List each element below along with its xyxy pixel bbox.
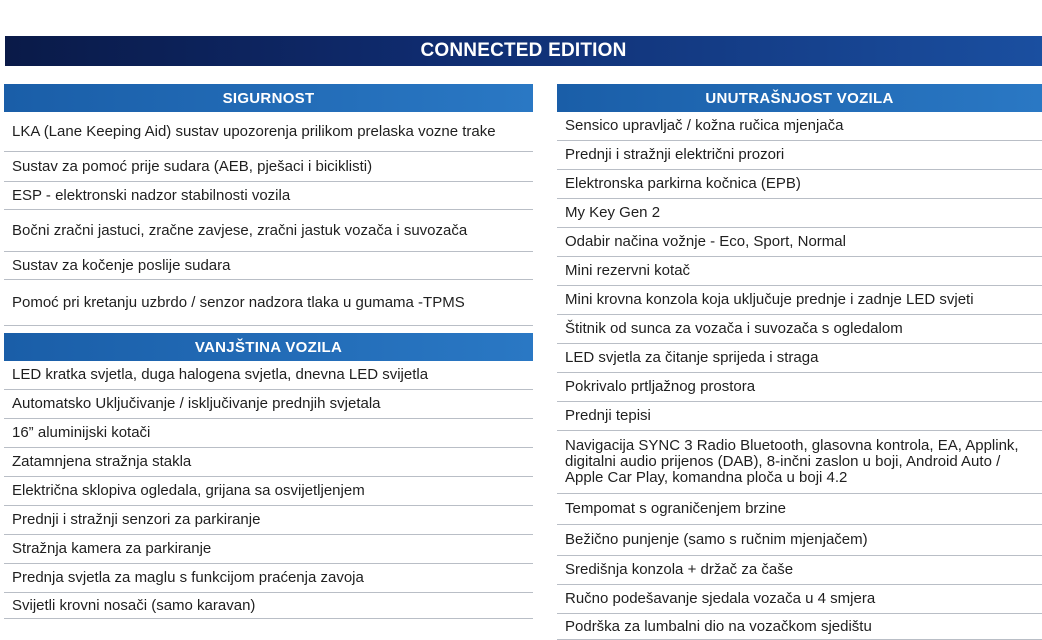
list-item <box>4 419 533 448</box>
list-item-text: Bočni zračni jastuci, zračne zavjese, zračni jastuk vozača i suvozača <box>12 221 468 239</box>
list-item-text: Sustav za kočenje poslije sudara <box>12 256 231 274</box>
list-item-text: Ručno podešavanje sjedala vozača u 4 smjera <box>565 590 876 607</box>
list-item <box>557 141 1042 170</box>
list-item <box>4 112 533 152</box>
list-item-text: Pomoć pri kretanju uzbrdo / senzor nadzora tlaka u gumama -TPMS <box>12 293 465 311</box>
list-item-text: LED svjetla za čitanje sprijeda i straga <box>565 349 819 366</box>
list-item <box>557 286 1042 315</box>
list-item <box>4 448 533 477</box>
list-item <box>4 152 533 182</box>
section-title: SIGURNOST <box>222 89 315 107</box>
list-item <box>557 556 1042 585</box>
list-item <box>557 614 1042 640</box>
list-item-text: My Key Gen 2 <box>565 204 661 221</box>
list-item <box>4 280 533 326</box>
sigurnost-list <box>4 112 533 326</box>
list-item <box>557 373 1042 402</box>
list-item-text: Prednji tepisi <box>565 407 651 424</box>
list-item-text: Prednja svjetla za maglu s funkcijom praćenja zavoja <box>12 569 364 586</box>
list-item <box>557 257 1042 286</box>
list-item-text: Prednji i stražnji senzori za parkiranje <box>12 511 261 528</box>
edition-banner <box>5 36 1042 66</box>
list-item <box>557 344 1042 373</box>
edition-title: CONNECTED EDITION <box>420 40 627 61</box>
list-item <box>4 593 533 619</box>
list-item-text: Svijetli krovni nosači (samo karavan) <box>12 596 256 614</box>
section-header-unutrasnjost <box>557 84 1042 112</box>
list-item <box>557 525 1042 556</box>
list-item <box>4 182 533 210</box>
list-item <box>557 228 1042 257</box>
list-item-text: Zatamnjena stražnja stakla <box>12 453 192 470</box>
list-item <box>4 564 533 593</box>
list-item-text: Središnja konzola + držač za čaše <box>565 561 794 578</box>
list-item <box>557 585 1042 614</box>
list-item-text: Štitnik od sunca za vozača i suvozača s ogledalom <box>565 320 903 337</box>
list-item-text: Sensico upravljač / kožna ručica mjenjača <box>565 117 844 134</box>
list-item <box>557 315 1042 344</box>
vanjstina-list <box>4 361 533 619</box>
list-item-text: LKA (Lane Keeping Aid) sustav upozorenja prilikom prelaska vozne trake <box>12 122 496 140</box>
list-item <box>557 494 1042 525</box>
list-item-text: Mini krovna konzola koja uključuje prednje i zadnje LED svjeti <box>565 291 974 308</box>
list-item <box>4 361 533 390</box>
list-item <box>557 431 1042 494</box>
list-item-text: Podrška za lumbalni dio na vozačkom sjedištu <box>565 617 872 635</box>
list-item <box>4 210 533 252</box>
list-item-text: Mini rezervni kotač <box>565 262 691 279</box>
list-item-text: Odabir načina vožnje - Eco, Sport, Normal <box>565 233 846 250</box>
right-column <box>557 84 1042 640</box>
section-title: UNUTRAŠNJOST VOZILA <box>705 89 894 107</box>
list-item <box>557 112 1042 141</box>
list-item-text: LED kratka svjetla, duga halogena svjetla, dnevna LED svijetla <box>12 366 429 383</box>
list-item <box>4 390 533 419</box>
unutrasnjost-list <box>557 112 1042 640</box>
list-item <box>557 170 1042 199</box>
list-item-text: 16” aluminijski kotači <box>12 424 151 441</box>
list-item <box>4 252 533 280</box>
section-header-vanjstina <box>4 333 533 361</box>
left-column <box>4 84 533 619</box>
list-item-text: Elektronska parkirna kočnica (EPB) <box>565 175 801 192</box>
list-item <box>557 402 1042 431</box>
list-item-text: Tempomat s ograničenjem brzine <box>565 500 786 517</box>
list-item <box>4 535 533 564</box>
list-item-text: Stražnja kamera za parkiranje <box>12 540 212 557</box>
list-item-text: ESP - elektronski nadzor stabilnosti vozila <box>12 186 291 204</box>
top-strip <box>0 0 1042 18</box>
list-item-text: Automatsko Uključivanje / isključivanje prednjih svjetala <box>12 395 381 412</box>
section-title: VANJŠTINA VOZILA <box>194 338 343 356</box>
list-item <box>4 477 533 506</box>
list-item-text: Bežično punjenje (samo s ručnim mjenjačem) <box>565 531 868 548</box>
list-item <box>4 506 533 535</box>
list-item-text: Pokrivalo prtljažnog prostora <box>565 378 756 395</box>
section-header-sigurnost <box>4 84 533 112</box>
list-item <box>557 199 1042 228</box>
list-item-text: Sustav za pomoć prije sudara (AEB, pješaci i biciklisti) <box>12 157 373 175</box>
list-item-text: Električna sklopiva ogledala, grijana sa osvijetljenjem <box>12 482 365 499</box>
list-item-text: Navigacija SYNC 3 Radio Bluetooth, glasovna kontrola, EA, Applink, digitalni audio prijenos (DAB), 8-inčni zaslon u boji, Android Auto / Apple Car Play, komandna ploča u boji 4.2 <box>565 437 1019 486</box>
list-item-text: Prednji i stražnji električni prozori <box>565 146 785 163</box>
